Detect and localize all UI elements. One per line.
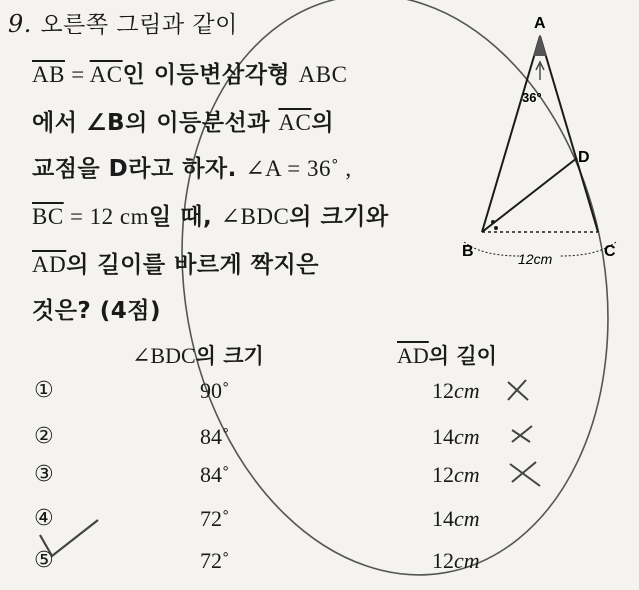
option-length: 12cm (432, 548, 480, 573)
line3-post: 의 (311, 110, 335, 136)
header-ad-segment: $\overline{AD}$ (397, 343, 429, 368)
question-line-2 (32, 56, 347, 89)
triangle-figure (460, 10, 630, 270)
pencil-cross-2 (512, 426, 532, 442)
option-angle: 90˚ (200, 378, 230, 403)
pencil-cross-3 (510, 462, 540, 486)
line3-pre: 에서 ∠B의 이등분선과 (32, 110, 279, 136)
question-heading (8, 6, 238, 39)
angle-bdc: ∠BDC (220, 204, 290, 229)
angle-mark-dot-2 (494, 226, 498, 230)
option-marker: ⑤ (34, 548, 54, 573)
question-number: 9. (8, 10, 32, 38)
angle-a-value: ∠A = 36˚ , (245, 156, 352, 181)
option-angle: 72˚ (200, 506, 230, 531)
bisector-bd (482, 158, 577, 232)
option-angle: 84˚ (200, 424, 230, 449)
header-length-suffix: 의 길이 (428, 344, 497, 368)
line5-post: 의 크기와 (289, 204, 389, 230)
option-marker: ② (34, 424, 54, 449)
option-angle: 72˚ (200, 548, 230, 573)
question-line-7: 것은? (4점) (32, 298, 162, 324)
segment-ab: $\overline{AB}$ (32, 62, 65, 87)
option-length: 14cm (432, 424, 480, 449)
option-angle: 84˚ (200, 462, 230, 487)
line2-text: 인 이등변삼각형 (122, 62, 299, 88)
pencil-cross-1 (508, 380, 528, 400)
angle-a-mark (534, 36, 546, 56)
angle-mark-dot-1 (491, 220, 495, 224)
option-marker: ③ (34, 462, 54, 487)
vertex-c-label: C (604, 243, 616, 260)
table-header-length (397, 340, 497, 370)
angle-36-label: 36° (522, 90, 542, 105)
question-line-3 (32, 104, 334, 137)
option-length: 12cm (432, 462, 480, 487)
header-angle-symbol: ∠BDC (132, 343, 196, 368)
table-header-angle (132, 340, 264, 370)
segment-bc: $\overline{BC}$ (32, 204, 64, 229)
option-marker: ① (34, 378, 54, 403)
vertex-b-label: B (462, 243, 474, 260)
segment-ad: $\overline{AD}$ (32, 252, 67, 277)
triangle-name: ABC (298, 62, 348, 87)
line5-mid: 일 때, (149, 204, 221, 230)
bc-value: = 12 cm (63, 204, 150, 229)
option-length: 12cm (432, 378, 480, 403)
equals-sign: = (64, 62, 90, 87)
line4-pre: 교점을 D라고 하자. (32, 156, 246, 182)
header-angle-suffix: 의 크기 (195, 344, 264, 368)
question-line-4 (32, 150, 352, 183)
line6-post: 의 길이를 바르게 짝지은 (66, 252, 319, 278)
vertex-a-label: A (534, 15, 546, 32)
side-ab (482, 36, 540, 232)
segment-ac-2: $\overline{AC}$ (278, 110, 312, 135)
option-marker: ④ (34, 506, 54, 531)
question-line-5 (32, 198, 389, 231)
side-ac (540, 36, 598, 232)
option-length: 14cm (432, 506, 480, 531)
question-line-6 (32, 246, 319, 279)
segment-ac: $\overline{AC}$ (89, 62, 123, 87)
question-intro: 오른쪽 그림과 같이 (40, 12, 238, 38)
base-length-label: 12cm (518, 251, 553, 267)
vertex-d-label: D (578, 149, 590, 166)
